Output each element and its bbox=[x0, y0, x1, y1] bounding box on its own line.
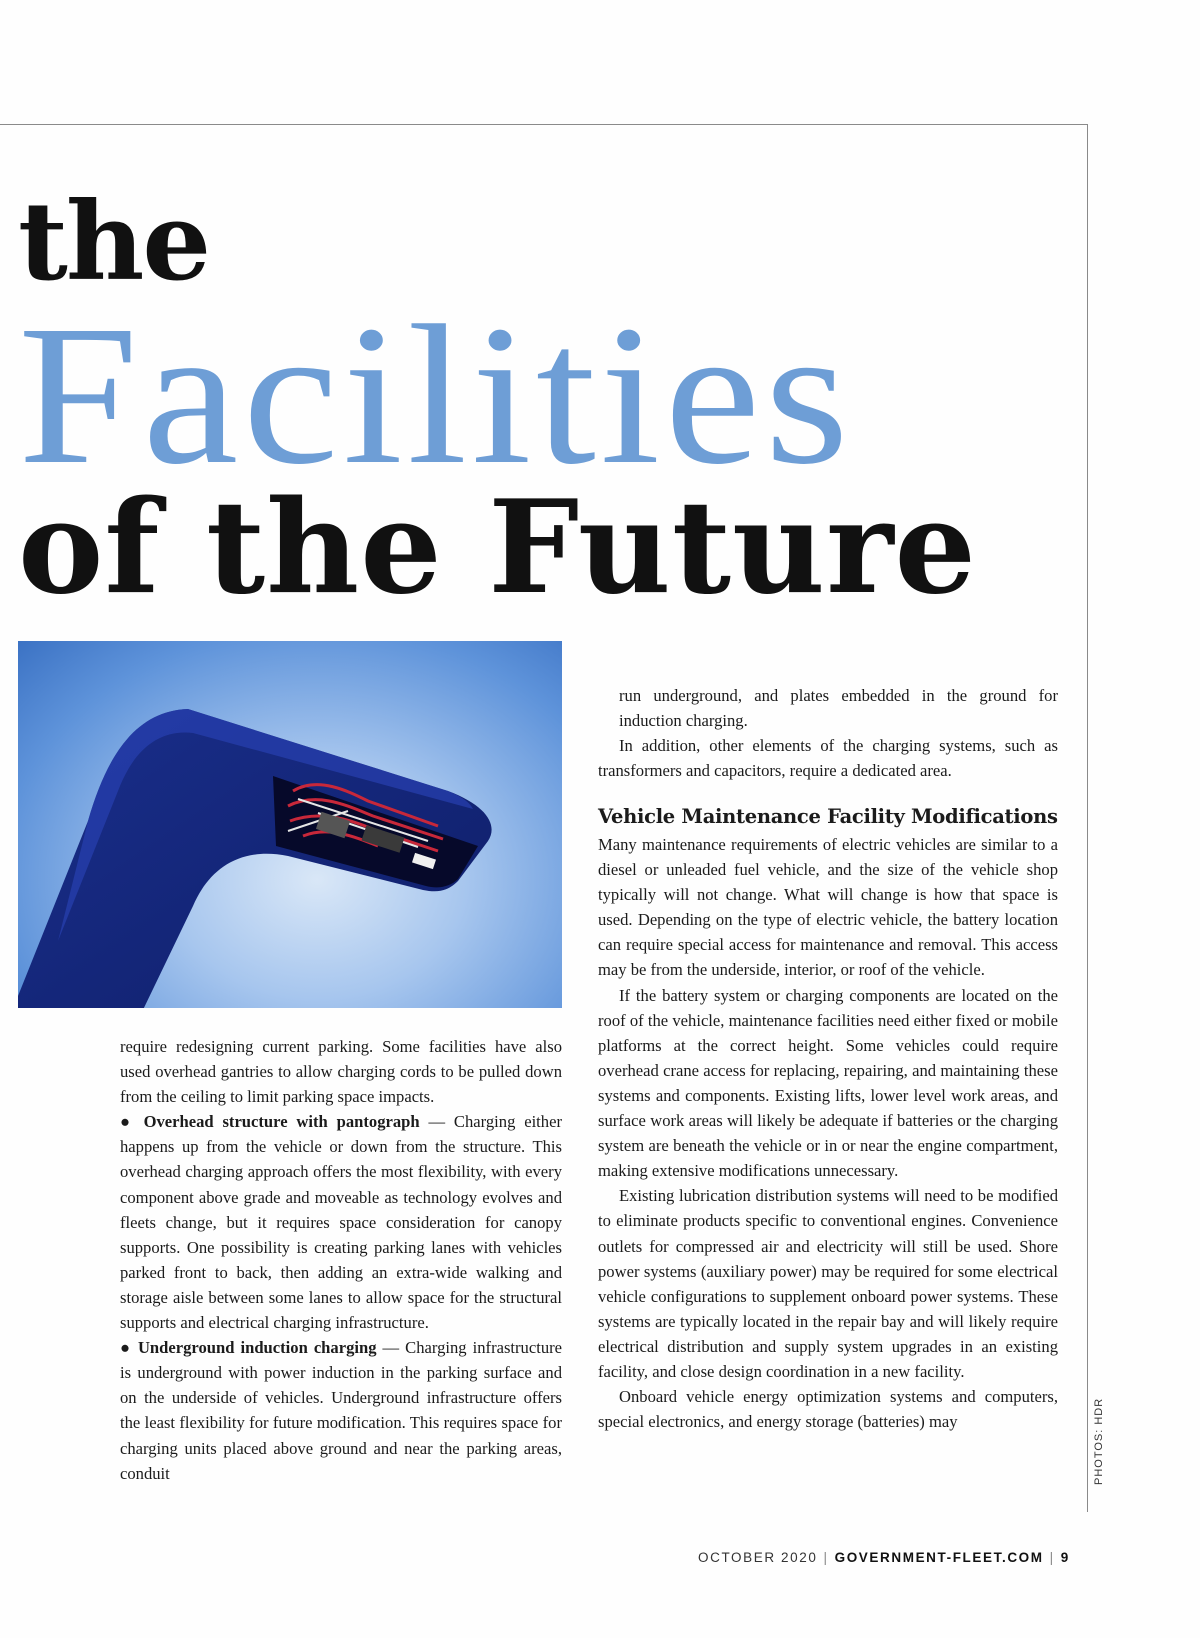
bullet-icon: ● bbox=[120, 1338, 132, 1358]
right-column-top bbox=[598, 683, 1058, 783]
page-footer bbox=[698, 1550, 1070, 1565]
charging-pantograph-photo bbox=[18, 641, 562, 1008]
headline-line-3: of the Future bbox=[18, 473, 977, 623]
bullet-text: — Charging either happens up from the vehicle or down from the structure. This overhead charging approach offers the most flexibility, with every component above grade and moveable as technology evolves and fleets change, but it requires space consideration for canopy supports. One possibility is creating parking lanes with vehicles parked front to back, then adding an extra-wide walking and storage aisle between some lanes to allow space for the structural supports and electrical charging infrastructure. bbox=[120, 1112, 562, 1333]
body-paragraph: If the battery system or charging components are located on the roof of the vehicle, maintenance facilities need either fixed or mobile platforms at the correct height. Some vehicles could require overhead crane access for replacing, repairing, and maintaining these systems and components. Existing lifts, lower level work areas, and surface work areas will likely be adequate if batteries or the charging system are beneath the vehicle or in or near the engine compartment, making extensive modifications unnecessary. bbox=[598, 985, 1058, 1181]
footer-divider: | bbox=[823, 1550, 829, 1565]
bullet-text: — Charging infrastructure is underground with power induction in the parking surface and on the underside of vehicles. Underground infrastructure offers the least flexibility for future modification. This requires space for charging units placed above ground and near the parking areas, conduit bbox=[120, 1338, 563, 1483]
body-paragraph: Existing lubrication distribution systems will need to be modified to eliminate products specific to conventional engines. Convenience outlets for compressed air and electricity will still be used. Shore power systems (auxiliary power) may be required for some electrical vehicle configurations to supplement onboard power systems. These systems are typically located in the repair bay and will likely require electrical distribution and supply system upgrades in an existing facility, and close design coordination in a new facility. bbox=[598, 1186, 1058, 1381]
section-subhead: Vehicle Maintenance Facility Modifications bbox=[598, 805, 1058, 828]
body-paragraph: Onboard vehicle energy optimization systems and computers, special electronics, and energy storage (batteries) may bbox=[598, 1387, 1058, 1432]
list-item bbox=[120, 1109, 562, 1335]
addition-paragraph: In addition, other elements of the charging systems, such as transformers and capacitors, require a dedicated area. bbox=[598, 736, 1058, 781]
right-column-main bbox=[598, 804, 1058, 1434]
footer-divider: | bbox=[1049, 1550, 1055, 1565]
photo-credit: PHOTOS: HDR bbox=[1093, 1397, 1105, 1485]
site-name: GOVERNMENT-FLEET.COM bbox=[834, 1550, 1044, 1565]
page-number: 9 bbox=[1060, 1550, 1070, 1565]
bullet-lead: Overhead structure with pantograph bbox=[143, 1112, 420, 1132]
headline-line-1: the bbox=[18, 179, 210, 305]
issue-date: OCTOBER 2020 bbox=[698, 1550, 818, 1565]
list-item bbox=[120, 1335, 562, 1486]
frame-right-rule bbox=[1087, 124, 1088, 1512]
frame-top-rule bbox=[0, 124, 1088, 125]
left-column bbox=[120, 1034, 562, 1486]
bullet-lead: Underground induction charging bbox=[137, 1338, 377, 1358]
continued-paragraph: run underground, and plates embedded in the ground for induction charging. bbox=[619, 686, 1058, 731]
bullet-icon: ● bbox=[120, 1112, 135, 1132]
body-paragraph: Many maintenance requirements of electric vehicles are similar to a diesel or unleaded fuel vehicle, and the size of the vehicle shop typically will not change. What will change is how that space is used. Depending on the type of electric vehicle, the battery location can require special access for maintenance and removal. This access may be from the underside, interior, or roof of the vehicle. bbox=[598, 835, 1058, 980]
headline-line-2: Facilities bbox=[18, 285, 854, 506]
left-paragraph-1: require redesigning current parking. Some facilities have also used overhead gantries to allow charging cords to be pulled down from the ceiling to limit parking space impacts. bbox=[120, 1037, 562, 1107]
